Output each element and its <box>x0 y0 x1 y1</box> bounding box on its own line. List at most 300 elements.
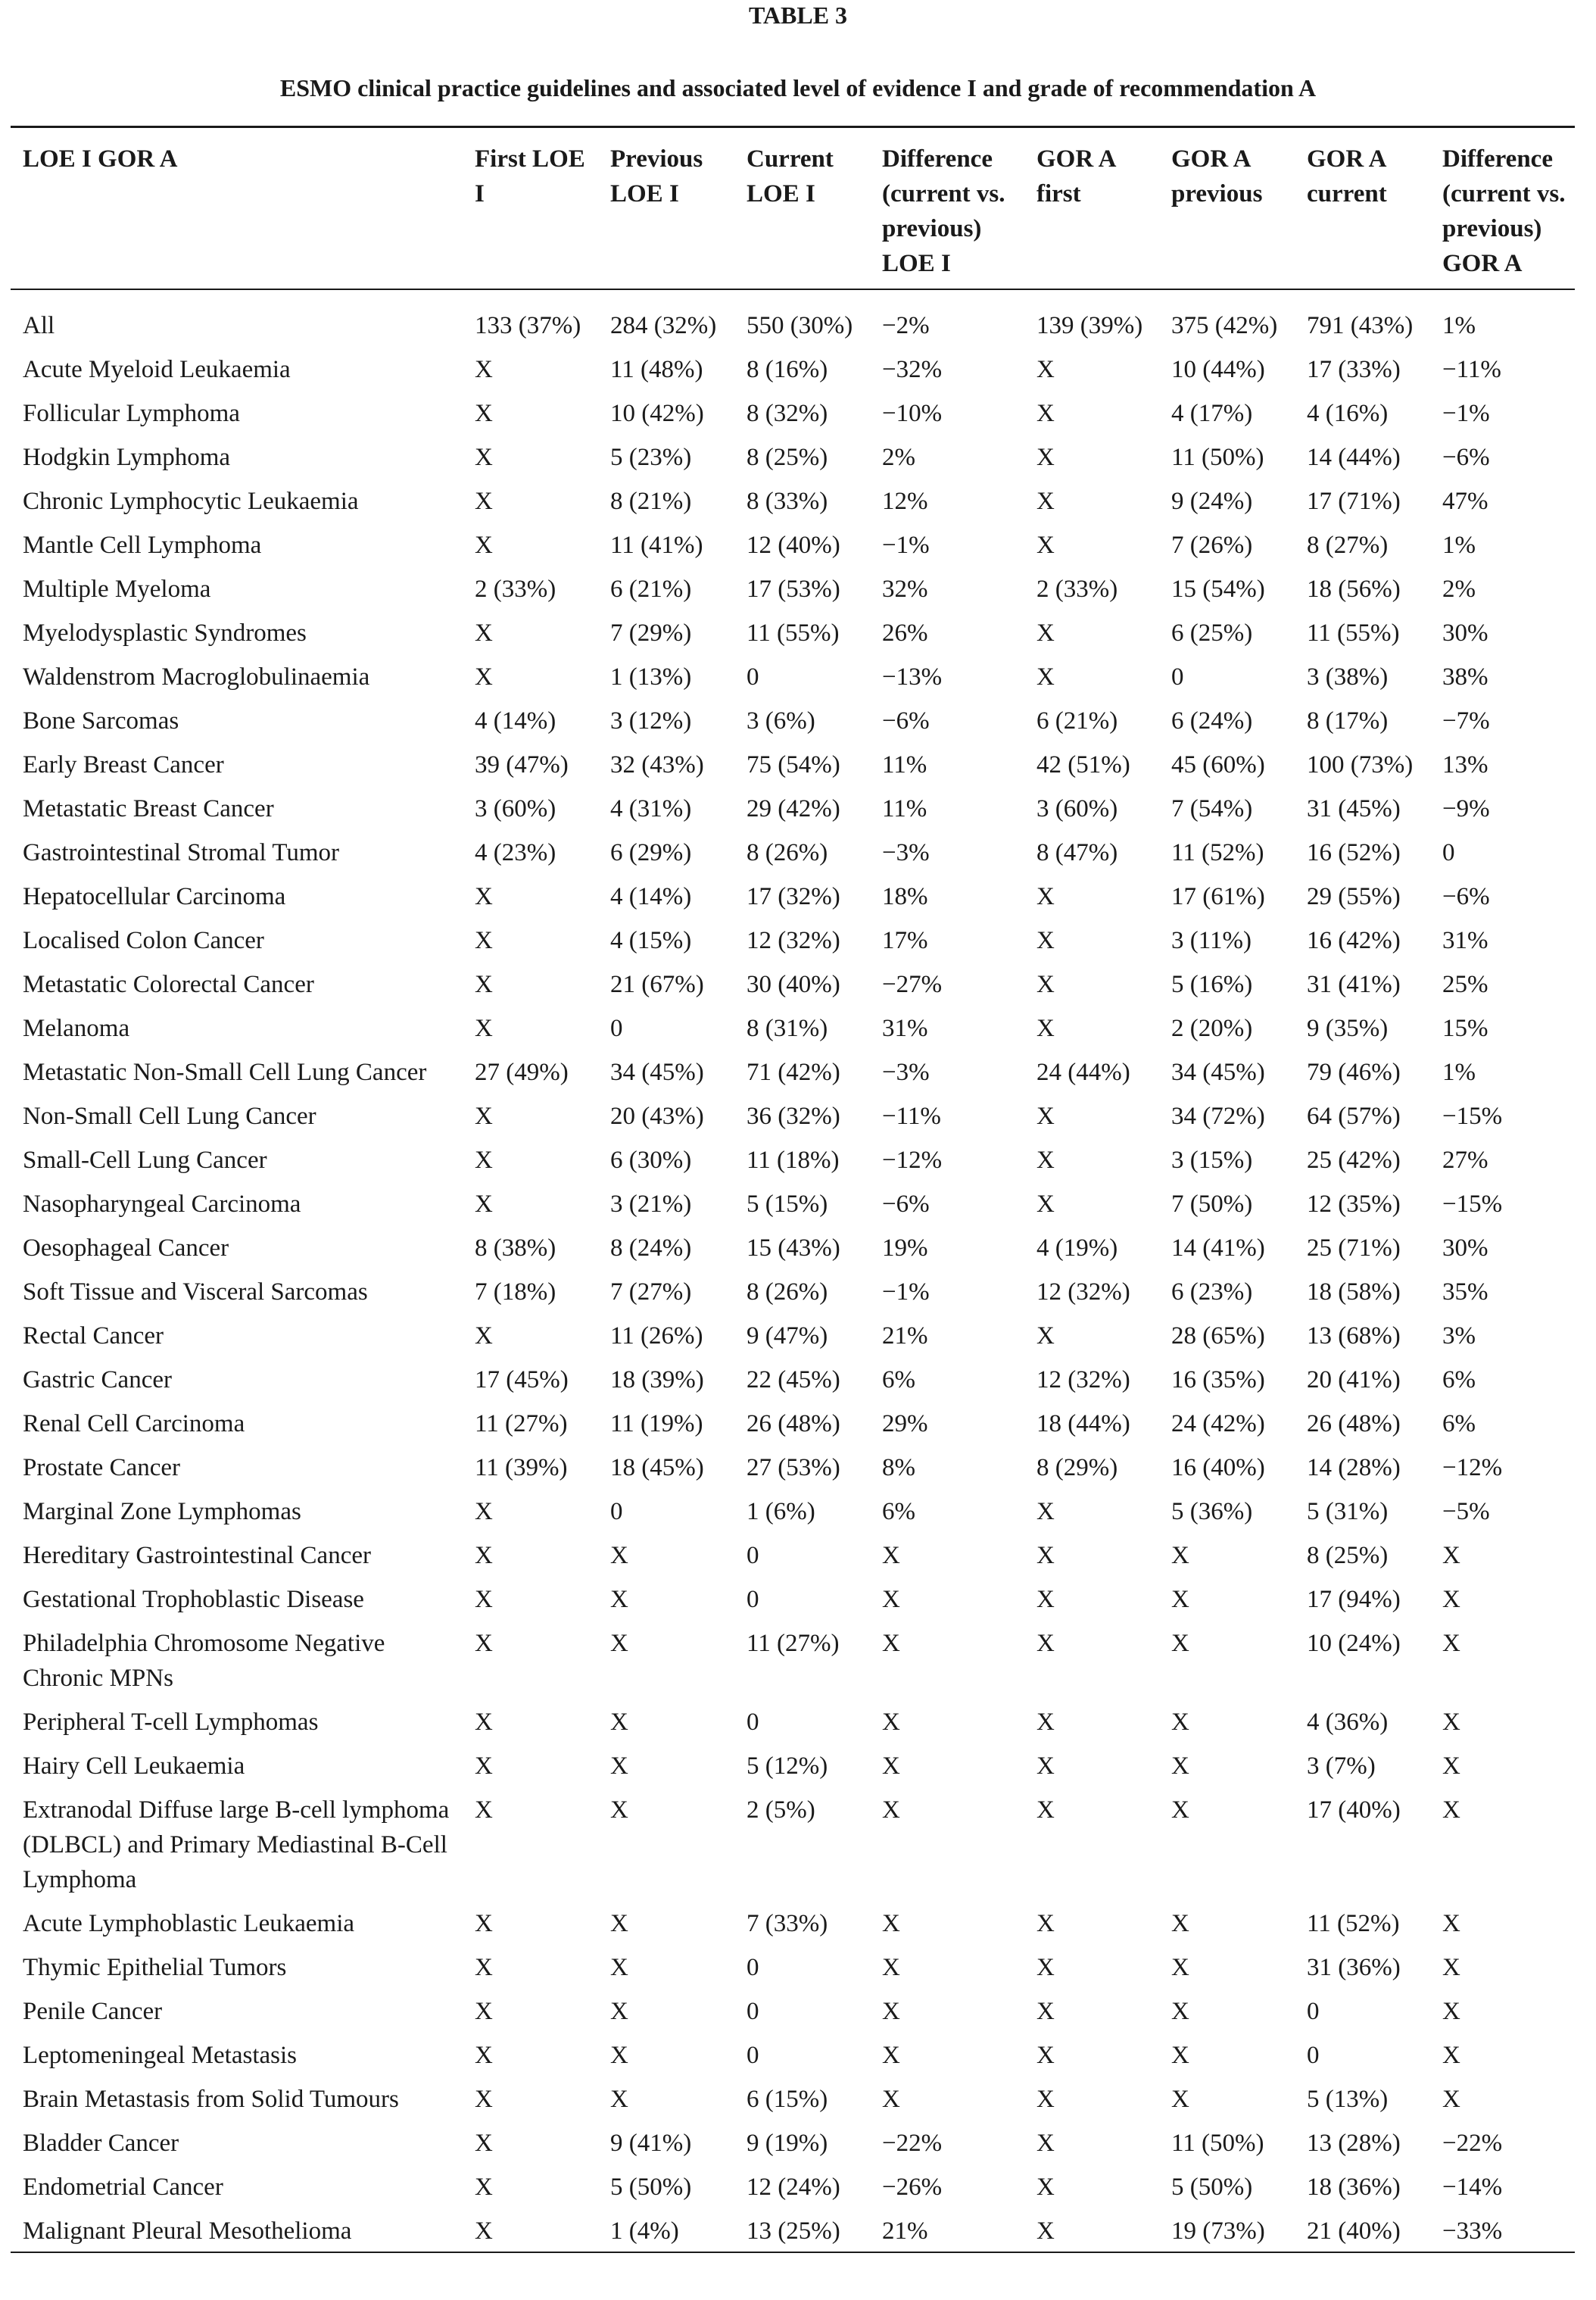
table-row <box>11 2121 1575 2165</box>
cell-guideline: Renal Cell Carcinoma <box>23 1410 245 1437</box>
cell-gor-first: X <box>1036 2130 1055 2157</box>
cell-difference-gor: 30% <box>1442 1234 1488 1262</box>
cell-current-loe: 5 (15%) <box>747 1191 828 1218</box>
table-row <box>11 2209 1575 2252</box>
cell-guideline: Marginal Zone Lymphomas <box>23 1498 301 1525</box>
cell-difference-gor: 30% <box>1442 619 1488 647</box>
cell-guideline: Follicular Lymphoma <box>23 400 240 427</box>
cell-gor-current: 16 (52%) <box>1307 839 1401 866</box>
cell-difference-gor: 25% <box>1442 971 1488 998</box>
table-row <box>11 1700 1575 1744</box>
cell-difference-gor: −33% <box>1442 2217 1503 2245</box>
header-first-loe: First LOE I <box>475 145 585 208</box>
table-label: TABLE 3 <box>748 2 848 29</box>
table-row <box>11 875 1575 919</box>
cell-current-loe: 1 (6%) <box>747 1498 815 1525</box>
cell-previous-loe: 11 (26%) <box>610 1322 703 1350</box>
cell-previous-loe: X <box>610 1796 628 1824</box>
cell-gor-first: X <box>1036 1586 1055 1613</box>
table-row <box>11 1226 1575 1270</box>
cell-previous-loe: 34 (45%) <box>610 1059 704 1086</box>
table-caption: ESMO clinical practice guidelines and associated level of evidence I and grade of recommendation A <box>279 74 1317 101</box>
cell-gor-first: X <box>1036 1709 1055 1736</box>
cell-difference-loe: X <box>882 1586 900 1613</box>
cell-difference-loe: −6% <box>882 1191 930 1218</box>
cell-difference-gor: X <box>1442 1709 1460 1736</box>
table-row <box>11 787 1575 831</box>
cell-guideline: Oesophageal Cancer <box>23 1234 229 1262</box>
cell-current-loe: 9 (47%) <box>747 1322 828 1350</box>
cell-gor-previous: X <box>1171 1998 1189 2025</box>
cell-first-loe: 4 (14%) <box>475 707 556 735</box>
cell-difference-loe: 6% <box>882 1366 915 1393</box>
cell-difference-loe: 12% <box>882 488 928 515</box>
table-row <box>11 1314 1575 1358</box>
cell-gor-current: 5 (13%) <box>1307 2086 1389 2113</box>
table-row <box>11 1402 1575 1446</box>
cell-current-loe: 27 (53%) <box>747 1454 840 1481</box>
cell-gor-first: X <box>1036 1796 1055 1824</box>
header-previous-loe: Previous LOE I <box>610 145 703 208</box>
cell-guideline: Gestational Trophoblastic Disease <box>23 1586 364 1613</box>
header-difference-loe: Difference (current vs. previous) LOE I <box>882 145 1005 277</box>
cell-current-loe: 26 (48%) <box>747 1410 840 1437</box>
table-row <box>11 1989 1575 2033</box>
cell-first-loe: X <box>475 1147 493 1174</box>
cell-previous-loe: 7 (29%) <box>610 619 692 647</box>
cell-previous-loe: 9 (41%) <box>610 2130 692 2157</box>
table-row <box>11 1138 1575 1182</box>
cell-difference-loe: X <box>882 1998 900 2025</box>
cell-difference-loe: 17% <box>882 927 928 954</box>
cell-first-loe: X <box>475 444 493 471</box>
cell-current-loe: 8 (33%) <box>747 488 828 515</box>
cell-difference-loe: 21% <box>882 2217 928 2245</box>
cell-current-loe: 12 (24%) <box>747 2174 840 2201</box>
cell-gor-first: X <box>1036 1954 1055 1981</box>
cell-gor-current: 5 (31%) <box>1307 1498 1389 1525</box>
cell-guideline: Early Breast Cancer <box>23 751 224 779</box>
cell-gor-current: 100 (73%) <box>1307 751 1414 779</box>
cell-difference-loe: X <box>882 1630 900 1657</box>
cell-gor-first: X <box>1036 619 1055 647</box>
cell-gor-current: 10 (24%) <box>1307 1630 1401 1657</box>
table-row <box>11 1358 1575 1402</box>
cell-difference-loe: −10% <box>882 400 943 427</box>
cell-guideline: Penile Cancer <box>23 1998 163 2025</box>
cell-gor-previous: X <box>1171 1954 1189 1981</box>
cell-gor-previous: 34 (72%) <box>1171 1103 1265 1130</box>
cell-previous-loe: 18 (39%) <box>610 1366 704 1393</box>
cell-gor-first: X <box>1036 1103 1055 1130</box>
cell-guideline: Chronic Lymphocytic Leukaemia <box>23 488 359 515</box>
cell-difference-loe: X <box>882 1752 900 1780</box>
cell-current-loe: 8 (25%) <box>747 444 828 471</box>
cell-current-loe: 36 (32%) <box>747 1103 840 1130</box>
cell-difference-gor: −15% <box>1442 1103 1503 1130</box>
cell-gor-current: 8 (27%) <box>1307 532 1389 559</box>
cell-current-loe: 6 (15%) <box>747 2086 828 2113</box>
cell-gor-first: X <box>1036 1630 1055 1657</box>
table-row <box>11 1182 1575 1226</box>
cell-gor-current: 8 (25%) <box>1307 1542 1389 1569</box>
cell-gor-current: 9 (35%) <box>1307 1015 1389 1042</box>
cell-difference-loe: 6% <box>882 1498 915 1525</box>
cell-first-loe: X <box>475 2042 493 2069</box>
cell-gor-previous: 45 (60%) <box>1171 751 1265 779</box>
cell-gor-first: 2 (33%) <box>1036 576 1118 603</box>
cell-first-loe: X <box>475 927 493 954</box>
cell-difference-gor: −6% <box>1442 444 1490 471</box>
cell-gor-current: 25 (71%) <box>1307 1234 1401 1262</box>
cell-previous-loe: 6 (21%) <box>610 576 692 603</box>
cell-gor-current: 14 (44%) <box>1307 444 1401 471</box>
cell-current-loe: 8 (32%) <box>747 400 828 427</box>
cell-difference-gor: 0 <box>1442 839 1455 866</box>
cell-first-loe: 2 (33%) <box>475 576 556 603</box>
cell-gor-previous: 2 (20%) <box>1171 1015 1253 1042</box>
cell-previous-loe: X <box>610 1542 628 1569</box>
cell-gor-current: 17 (33%) <box>1307 356 1401 383</box>
cell-gor-current: 3 (7%) <box>1307 1752 1376 1780</box>
cell-guideline: Gastric Cancer <box>23 1366 172 1393</box>
table-row <box>11 479 1575 523</box>
cell-first-loe: X <box>475 1191 493 1218</box>
cell-guideline: Prostate Cancer <box>23 1454 181 1481</box>
cell-previous-loe: 21 (67%) <box>610 971 704 998</box>
cell-gor-previous: 17 (61%) <box>1171 883 1265 910</box>
cell-current-loe: 0 <box>747 1586 759 1613</box>
cell-guideline: All <box>23 312 55 339</box>
cell-gor-current: 21 (40%) <box>1307 2217 1401 2245</box>
cell-guideline: Acute Myeloid Leukaemia <box>23 356 291 383</box>
cell-guideline: Peripheral T-cell Lymphomas <box>23 1709 319 1736</box>
cell-difference-loe: X <box>882 1796 900 1824</box>
cell-gor-first: 12 (32%) <box>1036 1278 1130 1306</box>
cell-guideline: Gastrointestinal Stromal Tumor <box>23 839 340 866</box>
cell-gor-previous: 7 (50%) <box>1171 1191 1253 1218</box>
cell-first-loe: X <box>475 1910 493 1937</box>
cell-current-loe: 0 <box>747 1954 759 1981</box>
cell-current-loe: 2 (5%) <box>747 1796 815 1824</box>
cell-gor-first: 139 (39%) <box>1036 312 1143 339</box>
cell-previous-loe: X <box>610 1910 628 1937</box>
cell-current-loe: 8 (26%) <box>747 839 828 866</box>
cell-previous-loe: 11 (48%) <box>610 356 703 383</box>
cell-gor-first: X <box>1036 400 1055 427</box>
cell-difference-gor: 13% <box>1442 751 1488 779</box>
cell-difference-loe: 18% <box>882 883 928 910</box>
cell-gor-current: 11 (52%) <box>1307 1910 1400 1937</box>
cell-gor-current: 4 (16%) <box>1307 400 1389 427</box>
cell-first-loe: 27 (49%) <box>475 1059 569 1086</box>
cell-gor-current: 26 (48%) <box>1307 1410 1401 1437</box>
cell-previous-loe: X <box>610 2086 628 2113</box>
cell-previous-loe: 20 (43%) <box>610 1103 704 1130</box>
table-row <box>11 1094 1575 1138</box>
cell-difference-loe: 31% <box>882 1015 928 1042</box>
cell-difference-gor: 15% <box>1442 1015 1488 1042</box>
cell-guideline: Metastatic Breast Cancer <box>23 795 274 822</box>
table-row <box>11 611 1575 655</box>
cell-gor-first: X <box>1036 532 1055 559</box>
cell-gor-previous: X <box>1171 1542 1189 1569</box>
cell-difference-loe: 11% <box>882 795 927 822</box>
cell-difference-loe: X <box>882 1954 900 1981</box>
cell-guideline: Mantle Cell Lymphoma <box>23 532 262 559</box>
cell-previous-loe: 0 <box>610 1015 623 1042</box>
cell-difference-gor: 2% <box>1442 576 1476 603</box>
cell-first-loe: 3 (60%) <box>475 795 556 822</box>
cell-first-loe: X <box>475 1103 493 1130</box>
cell-gor-current: 13 (28%) <box>1307 2130 1401 2157</box>
header-guideline: LOE I GOR A <box>23 145 178 173</box>
cell-gor-previous: X <box>1171 1752 1189 1780</box>
cell-current-loe: 71 (42%) <box>747 1059 840 1086</box>
cell-guideline: Small-Cell Lung Cancer <box>23 1147 267 1174</box>
cell-gor-first: X <box>1036 2174 1055 2201</box>
cell-gor-previous: 4 (17%) <box>1171 400 1253 427</box>
cell-first-loe: X <box>475 532 493 559</box>
cell-difference-loe: −1% <box>882 1278 930 1306</box>
cell-gor-first: 3 (60%) <box>1036 795 1118 822</box>
cell-difference-loe: −13% <box>882 663 943 691</box>
cell-gor-previous: 5 (36%) <box>1171 1498 1253 1525</box>
cell-difference-loe: −2% <box>882 312 930 339</box>
cell-gor-first: X <box>1036 444 1055 471</box>
cell-gor-previous: 375 (42%) <box>1171 312 1278 339</box>
cell-gor-current: 18 (56%) <box>1307 576 1401 603</box>
cell-current-loe: 17 (32%) <box>747 883 840 910</box>
cell-difference-loe: 26% <box>882 619 928 647</box>
cell-gor-current: 11 (55%) <box>1307 619 1400 647</box>
cell-difference-gor: X <box>1442 2042 1460 2069</box>
cell-gor-current: 14 (28%) <box>1307 1454 1401 1481</box>
cell-gor-first: X <box>1036 927 1055 954</box>
cell-first-loe: X <box>475 2174 493 2201</box>
cell-difference-gor: 1% <box>1442 532 1476 559</box>
table-row <box>11 963 1575 1006</box>
table-row <box>11 2077 1575 2121</box>
cell-gor-previous: 6 (25%) <box>1171 619 1253 647</box>
table-row <box>11 919 1575 963</box>
cell-gor-current: 18 (36%) <box>1307 2174 1401 2201</box>
cell-difference-gor: X <box>1442 1998 1460 2025</box>
cell-previous-loe: 4 (14%) <box>610 883 692 910</box>
cell-first-loe: 4 (23%) <box>475 839 556 866</box>
cell-gor-first: X <box>1036 2042 1055 2069</box>
cell-difference-gor: −1% <box>1442 400 1490 427</box>
cell-guideline: Soft Tissue and Visceral Sarcomas <box>23 1278 368 1306</box>
cell-gor-current: 8 (17%) <box>1307 707 1389 735</box>
cell-guideline: Waldenstrom Macroglobulinaemia <box>23 663 370 691</box>
cell-previous-loe: 3 (21%) <box>610 1191 692 1218</box>
cell-previous-loe: 7 (27%) <box>610 1278 692 1306</box>
cell-gor-current: 31 (45%) <box>1307 795 1401 822</box>
cell-current-loe: 7 (33%) <box>747 1910 828 1937</box>
cell-gor-previous: 24 (42%) <box>1171 1410 1265 1437</box>
cell-first-loe: X <box>475 1954 493 1981</box>
cell-previous-loe: 4 (31%) <box>610 795 692 822</box>
table-row <box>11 567 1575 611</box>
cell-previous-loe: 4 (15%) <box>610 927 692 954</box>
cell-difference-gor: X <box>1442 1954 1460 1981</box>
cell-gor-current: 791 (43%) <box>1307 312 1414 339</box>
cell-previous-loe: 6 (29%) <box>610 839 692 866</box>
cell-difference-gor: 3% <box>1442 1322 1476 1350</box>
cell-current-loe: 8 (16%) <box>747 356 828 383</box>
cell-gor-first: X <box>1036 2086 1055 2113</box>
cell-first-loe: X <box>475 1630 493 1657</box>
cell-difference-loe: −11% <box>882 1103 941 1130</box>
cell-difference-gor: 6% <box>1442 1410 1476 1437</box>
cell-gor-current: 12 (35%) <box>1307 1191 1401 1218</box>
cell-gor-previous: 3 (15%) <box>1171 1147 1253 1174</box>
cell-gor-previous: 5 (50%) <box>1171 2174 1253 2201</box>
cell-current-loe: 8 (26%) <box>747 1278 828 1306</box>
cell-guideline: Localised Colon Cancer <box>23 927 264 954</box>
cell-gor-first: X <box>1036 971 1055 998</box>
cell-gor-previous: 6 (23%) <box>1171 1278 1253 1306</box>
cell-gor-previous: X <box>1171 2042 1189 2069</box>
cell-first-loe: 133 (37%) <box>475 312 581 339</box>
cell-gor-previous: 16 (35%) <box>1171 1366 1265 1393</box>
table-row <box>11 1490 1575 1534</box>
cell-current-loe: 8 (31%) <box>747 1015 828 1042</box>
cell-gor-previous: 15 (54%) <box>1171 576 1265 603</box>
cell-difference-gor: −14% <box>1442 2174 1503 2201</box>
table-row <box>11 1050 1575 1094</box>
cell-previous-loe: 8 (21%) <box>610 488 692 515</box>
table-row <box>11 699 1575 743</box>
cell-first-loe: X <box>475 1752 493 1780</box>
cell-first-loe: X <box>475 1709 493 1736</box>
table-row <box>11 655 1575 699</box>
cell-previous-loe: 1 (4%) <box>610 2217 679 2245</box>
cell-gor-previous: 7 (26%) <box>1171 532 1253 559</box>
cell-difference-gor: 1% <box>1442 312 1476 339</box>
cell-previous-loe: 1 (13%) <box>610 663 692 691</box>
cell-current-loe: 11 (18%) <box>747 1147 840 1174</box>
cell-previous-loe: 284 (32%) <box>610 312 717 339</box>
cell-guideline: Philadelphia Chromosome Negative Chronic MPNs <box>23 1630 385 1692</box>
cell-guideline: Acute Lymphoblastic Leukaemia <box>23 1910 355 1937</box>
table-row <box>11 1578 1575 1621</box>
cell-current-loe: 29 (42%) <box>747 795 840 822</box>
cell-current-loe: 11 (55%) <box>747 619 840 647</box>
cell-guideline: Endometrial Cancer <box>23 2174 223 2201</box>
cell-difference-loe: −22% <box>882 2130 943 2157</box>
table-row <box>11 1788 1575 1902</box>
cell-difference-gor: X <box>1442 1586 1460 1613</box>
cell-previous-loe: X <box>610 1752 628 1780</box>
cell-gor-first: X <box>1036 2217 1055 2245</box>
cell-gor-first: X <box>1036 356 1055 383</box>
cell-first-loe: X <box>475 356 493 383</box>
cell-first-loe: X <box>475 1542 493 1569</box>
cell-difference-gor: X <box>1442 1630 1460 1657</box>
cell-difference-gor: 38% <box>1442 663 1488 691</box>
cell-difference-loe: −3% <box>882 839 930 866</box>
cell-current-loe: 0 <box>747 663 759 691</box>
cell-difference-loe: X <box>882 2042 900 2069</box>
cell-gor-previous: 3 (11%) <box>1171 927 1252 954</box>
cell-gor-current: 17 (40%) <box>1307 1796 1401 1824</box>
cell-guideline: Hepatocellular Carcinoma <box>23 883 286 910</box>
cell-difference-loe: −26% <box>882 2174 943 2201</box>
cell-difference-gor: X <box>1442 1796 1460 1824</box>
cell-gor-previous: 28 (65%) <box>1171 1322 1265 1350</box>
cell-gor-current: 18 (58%) <box>1307 1278 1401 1306</box>
cell-difference-loe: −32% <box>882 356 943 383</box>
table-body <box>11 289 1575 2252</box>
cell-guideline: Hairy Cell Leukaemia <box>23 1752 245 1780</box>
cell-first-loe: 39 (47%) <box>475 751 569 779</box>
cell-first-loe: X <box>475 488 493 515</box>
cell-difference-gor: 35% <box>1442 1278 1488 1306</box>
cell-current-loe: 0 <box>747 2042 759 2069</box>
cell-first-loe: X <box>475 619 493 647</box>
cell-gor-previous: X <box>1171 1709 1189 1736</box>
cell-difference-loe: 21% <box>882 1322 928 1350</box>
table-row <box>11 2033 1575 2077</box>
cell-gor-current: 29 (55%) <box>1307 883 1401 910</box>
cell-previous-loe: X <box>610 1998 628 2025</box>
cell-difference-gor: −7% <box>1442 707 1490 735</box>
cell-difference-loe: X <box>882 1709 900 1736</box>
cell-difference-loe: −6% <box>882 707 930 735</box>
cell-gor-first: X <box>1036 1191 1055 1218</box>
cell-gor-current: 25 (42%) <box>1307 1147 1401 1174</box>
cell-guideline: Nasopharyngeal Carcinoma <box>23 1191 301 1218</box>
cell-gor-previous: 9 (24%) <box>1171 488 1253 515</box>
cell-current-loe: 5 (12%) <box>747 1752 828 1780</box>
cell-gor-first: X <box>1036 1752 1055 1780</box>
cell-guideline: Multiple Myeloma <box>23 576 211 603</box>
header-gor-previous: GOR A previous <box>1171 145 1263 208</box>
cell-previous-loe: 10 (42%) <box>610 400 704 427</box>
cell-gor-previous: 11 (52%) <box>1171 839 1264 866</box>
cell-first-loe: 7 (18%) <box>475 1278 556 1306</box>
cell-difference-gor: −5% <box>1442 1498 1490 1525</box>
cell-gor-first: 8 (29%) <box>1036 1454 1118 1481</box>
cell-gor-current: 16 (42%) <box>1307 927 1401 954</box>
cell-gor-previous: X <box>1171 1630 1189 1657</box>
table-row <box>11 289 1575 348</box>
cell-guideline: Hereditary Gastrointestinal Cancer <box>23 1542 371 1569</box>
cell-guideline: Malignant Pleural Mesothelioma <box>23 2217 352 2245</box>
cell-gor-first: X <box>1036 663 1055 691</box>
cell-gor-previous: X <box>1171 1796 1189 1824</box>
cell-first-loe: 11 (39%) <box>475 1454 568 1481</box>
cell-guideline: Myelodysplastic Syndromes <box>23 619 307 647</box>
cell-difference-gor: 47% <box>1442 488 1488 515</box>
cell-previous-loe: 5 (23%) <box>610 444 692 471</box>
cell-current-loe: 17 (53%) <box>747 576 840 603</box>
header-gor-first: GOR A first <box>1036 145 1115 208</box>
cell-first-loe: X <box>475 2086 493 2113</box>
cell-gor-first: 18 (44%) <box>1036 1410 1130 1437</box>
cell-first-loe: X <box>475 2130 493 2157</box>
cell-gor-first: X <box>1036 488 1055 515</box>
cell-first-loe: X <box>475 400 493 427</box>
cell-gor-first: X <box>1036 1147 1055 1174</box>
cell-gor-first: 12 (32%) <box>1036 1366 1130 1393</box>
cell-first-loe: X <box>475 663 493 691</box>
cell-gor-current: 3 (38%) <box>1307 663 1389 691</box>
cell-gor-current: 17 (71%) <box>1307 488 1401 515</box>
cell-gor-first: 24 (44%) <box>1036 1059 1130 1086</box>
